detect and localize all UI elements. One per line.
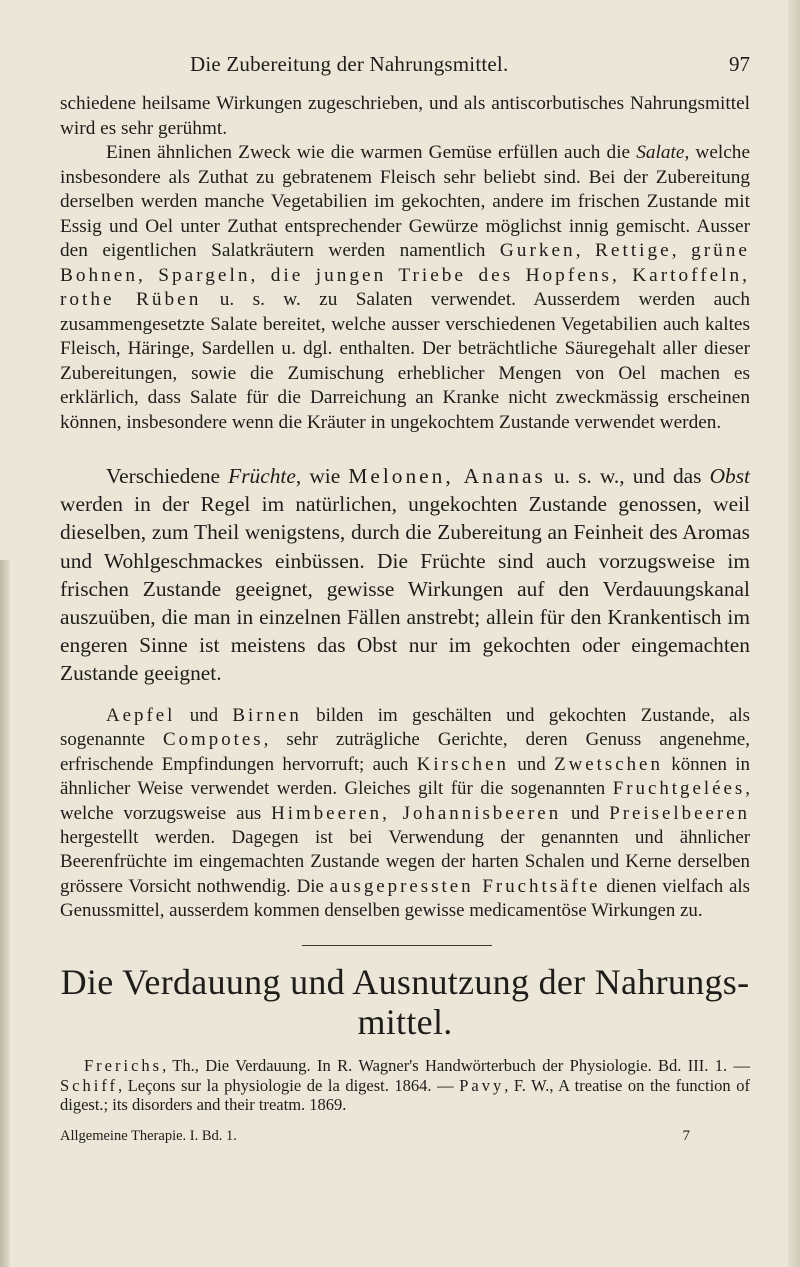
term-obst: Obst — [709, 464, 751, 488]
binding-shadow — [0, 560, 10, 1267]
term-himbeeren: Himbeeren, Johannisbeeren — [271, 802, 562, 824]
text-span: , Leçons sur la physiologie de la digest. 1864. — — [118, 1075, 460, 1095]
paragraph-salate — [60, 141, 750, 435]
term-kirschen: Kirschen — [416, 753, 509, 775]
term-birnen: Birnen — [232, 705, 302, 726]
section-heading — [60, 962, 750, 1042]
running-head-title: Die Zubereitung der Nahrungsmittel. — [190, 52, 509, 76]
text-span: u. s. w., und das — [545, 464, 710, 488]
section-heading-line2: mittel. — [357, 1002, 453, 1042]
text-span: werden in der Regel im natürlichen, ungekochten Zustande genossen, weil dieselben, zum Theil wenigstens, durch die Zubereitung an Feinheit des Aromas und Wohlgeschmackes einbüssen. Die Früchte sind auch vorzugsweise im frischen Zustande geeignet, gewisse Wirkungen auf den Verdauungskanal auszuüben, die man in einzelnen Fällen anstrebt; allein für den Krankentisch im engeren Sinne ist meistens das Obst nur im gekochten oder eingemachten Zustande geeignet. — [60, 492, 750, 686]
text-span: , sehr zuträgliche Gerichte, deren Genuss angenehme, erfrischende Empfindungen hervorruft; auch — [60, 729, 751, 775]
paragraph-block-compotes — [60, 704, 750, 924]
text-span: und — [175, 705, 233, 726]
text-span: Verschiedene — [106, 464, 229, 488]
bibliography-footnote — [60, 1056, 750, 1115]
sheet-signature — [60, 1128, 750, 1148]
text-span: , Th., Die Verdauung. In R. Wagner's Handwörterbuch der Physiologie. Bd. III. 1. — — [162, 1056, 750, 1075]
term-fruchtsaefte: ausgepressten Fruchtsäfte — [329, 875, 601, 897]
term-zwetschen: Zwetschen — [554, 753, 663, 775]
author-frerichs: Frerichs — [84, 1056, 163, 1075]
signature-title: Allgemeine Therapie. I. Bd. 1. — [60, 1128, 237, 1144]
term-compotes: Compotes — [163, 729, 264, 751]
signature-number: 7 — [682, 1128, 690, 1144]
text-span: , wie — [295, 464, 349, 488]
text-span: dienen vielfach als Genussmittel, ausserdem kommen denselben gewisse medicamentöse Wirkungen zu. — [60, 875, 750, 922]
paragraph-fruechte — [60, 462, 750, 688]
paragraph-block-fruits — [60, 462, 750, 688]
term-salate: Salate — [636, 142, 685, 163]
author-schiff: Schiff — [60, 1075, 119, 1095]
text-span: bilden im geschälten und gekochten Zustande, als sogenannte — [60, 705, 751, 751]
text-span: , — [575, 240, 596, 261]
term-fruechte: Früchte — [228, 464, 296, 488]
author-pavy: Pavy — [459, 1075, 505, 1095]
text-span: hergestellt werden. Dagegen ist bei Verwendung der genannten und ähnlicher Beerenfrüchte im eingemachten Zustande wegen der harten Schalen und Kerne derselben grössere Vorsicht nothwendig. Die — [60, 827, 750, 897]
text-span: , — [671, 240, 692, 261]
running-head — [60, 50, 750, 80]
text-span: u. s. w. zu Salaten verwendet. Ausserdem werden auch zusammengesetzte Salate bereitet, welche ausser verschiedenen Vegetabilien auch kaltes Fleisch, Häringe, Sardellen u. dgl. enthalten. Der beträchtliche Säuregehalt aller dieser Zubereitungen, sowie die Zumischung erheblicher Mengen von Oel machen es erklärlich, dass Salate für die Darreichung an Kranke nicht zweckmässig erscheinen können, insbesondere wenn die Kräuter in ungekochtem Zustande verwendet werden. — [60, 289, 750, 433]
term-preiselbeeren: Preiselbeeren — [609, 802, 750, 824]
section-heading-line1: Die Verdauung und Ausnutzung der Nahrungs- — [60, 962, 750, 1002]
page-edge-shadow — [788, 0, 800, 1267]
paragraph-block-salads — [60, 92, 750, 435]
text-span: können in ähnlicher Weise verwendet werden. Gleiches gilt für die sogenannten — [60, 753, 750, 800]
text-span: , welche insbesondere als Zuthat zu gebratenem Fleisch sehr beliebt sind. Bei der Zubereitung derselben werden manche Vegetabilien im gekochten, andere im frischen Zustande mit Essig und Oel unter Zuthat entsprechender Gewürze möglichst innig gemischt. Ausser den eigentlichen Salatkräutern werden namentlich — [60, 142, 750, 261]
text-span: , welche vorzugsweise aus — [60, 778, 750, 824]
term-rettige: Rettige — [595, 240, 672, 261]
term-fruchtgelees: Fruchtgelées — [612, 778, 746, 800]
section-divider — [302, 945, 492, 946]
text-span: und — [561, 802, 610, 824]
term-aepfel: Aepfel — [106, 705, 176, 726]
text-span: , F. W., A treatise on the function of digest.; its disorders and their treatm. 1869. — [60, 1075, 750, 1115]
term-vegetables: grüne Bohnen, Spargeln, die jungen Triebe des Hopfens, Kartoffeln, rothe Rüben — [60, 240, 750, 310]
text-span: Einen ähnlichen Zweck wie die warmen Gemüse erfüllen auch die — [106, 142, 637, 163]
footnote-text — [60, 1056, 750, 1115]
text-span: und — [508, 753, 555, 775]
page-number: 97 — [729, 52, 750, 76]
paragraph-continued: schiedene heilsame Wirkungen zugeschrieben, und als antiscorbutisches Nahrungsmittel wird es sehr gerühmt. — [60, 93, 750, 139]
term-melonen: Melonen, Ananas — [348, 464, 546, 488]
term-gurken: Gurken — [499, 240, 576, 261]
paragraph-aepfel — [60, 704, 750, 924]
